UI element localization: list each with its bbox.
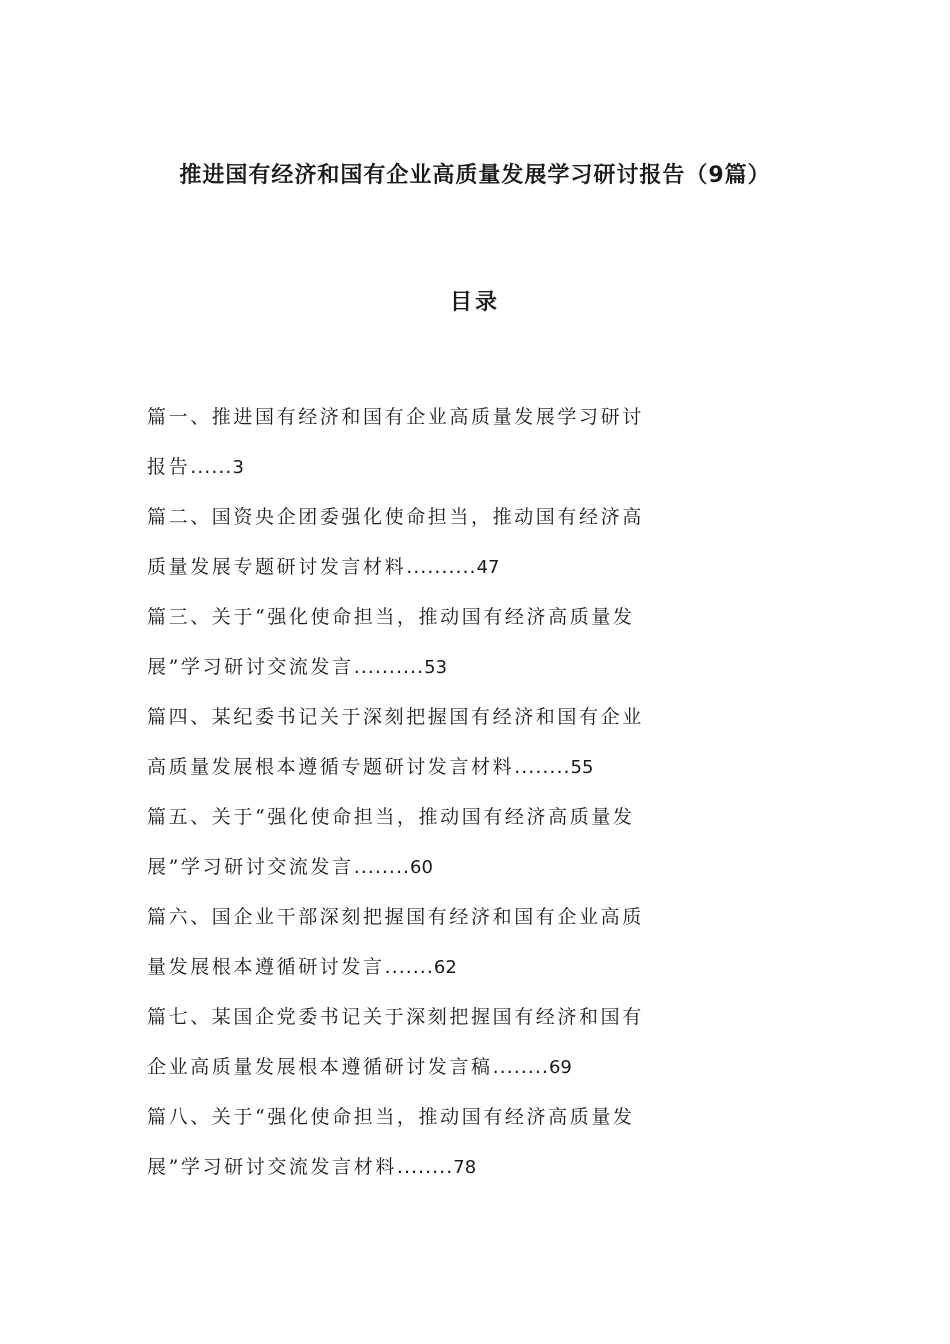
- toc-page-number: 78: [453, 1157, 477, 1178]
- document-title: 推进国有经济和国有企业高质量发展学习研讨报告（9篇）: [179, 163, 771, 188]
- toc-entry-title-line2: [147, 950, 667, 1000]
- toc-entry-1[interactable]: [147, 400, 667, 500]
- toc-entry-title-tail: 量发展根本遵循研讨发言: [147, 956, 385, 978]
- toc-dot-leader: ........: [492, 1056, 549, 1078]
- toc-entry-6[interactable]: [147, 900, 667, 1000]
- toc-page-number: 69: [548, 1057, 572, 1078]
- toc-entry-title-line1: 篇七、某国企党委书记关于深刻把握国有经济和国有: [147, 1006, 644, 1028]
- toc-entry-title-tail: 报告: [147, 456, 191, 478]
- toc-entry-title-line1: 篇四、某纪委书记关于深刻把握国有经济和国有企业: [147, 706, 644, 728]
- toc-dot-leader: ........: [353, 856, 411, 878]
- toc-entry-title-tail: 展”学习研讨交流发言: [147, 656, 354, 678]
- toc-entry-5[interactable]: [147, 800, 667, 900]
- toc-entry-title-line1: 篇八、关于“强化使命担当，推动国有经济高质量发: [147, 1106, 635, 1128]
- toc-dot-leader: ..........: [353, 656, 425, 678]
- toc-page-number: 53: [424, 657, 448, 678]
- toc-dot-leader: ..........: [406, 556, 477, 578]
- toc-entry-title-tail: 高质量发展根本遵循专题研讨发言材料: [147, 756, 515, 778]
- toc-entry-title-line1: 篇三、关于“强化使命担当，推动国有经济高质量发: [147, 606, 635, 628]
- toc-heading: 目录: [449, 290, 500, 315]
- toc-dot-leader: .......: [384, 956, 434, 978]
- toc-entry-title-line1: 篇二、国资央企团委强化使命担当，推动国有经济高: [147, 506, 644, 528]
- toc-page-number: 62: [433, 957, 457, 978]
- toc-entry-title-line1: 篇一、推进国有经济和国有企业高质量发展学习研讨: [147, 406, 644, 428]
- toc-entry-8[interactable]: [147, 1100, 667, 1200]
- toc-page-number: 60: [410, 857, 433, 878]
- toc-entry-title-line1: 篇六、国企业干部深刻把握国有经济和国有企业高质: [147, 906, 644, 928]
- toc-entry-title-line2: [147, 550, 667, 600]
- toc-entry-title-line2: [147, 1150, 667, 1200]
- toc-entry-title-line2: [147, 850, 667, 900]
- toc-entry-title-line2: [147, 450, 667, 500]
- toc-dot-leader: ......: [190, 456, 233, 478]
- table-of-contents: [147, 400, 667, 1200]
- toc-entry-2[interactable]: [147, 500, 667, 600]
- toc-entry-title-line2: [147, 650, 667, 700]
- toc-page-number: 55: [570, 757, 594, 778]
- toc-page-number: 47: [476, 557, 500, 578]
- toc-entry-title-line2: [147, 1050, 667, 1100]
- toc-entry-7[interactable]: [147, 1000, 667, 1100]
- toc-entry-title-tail: 质量发展专题研讨发言材料: [147, 556, 407, 578]
- toc-entry-title-tail: 展”学习研讨交流发言: [147, 856, 354, 878]
- toc-entry-title-tail: 展”学习研讨交流发言材料: [147, 1156, 397, 1178]
- toc-entry-3[interactable]: [147, 600, 667, 700]
- toc-entry-title-line2: [147, 750, 667, 800]
- toc-entry-4[interactable]: [147, 700, 667, 800]
- toc-dot-leader: ........: [514, 756, 571, 778]
- toc-page-number: 3: [232, 457, 244, 478]
- toc-dot-leader: ........: [396, 1156, 454, 1178]
- toc-entry-title-tail: 企业高质量发展根本遵循研讨发言稿: [147, 1056, 493, 1078]
- toc-entry-title-line1: 篇五、关于“强化使命担当，推动国有经济高质量发: [147, 806, 635, 828]
